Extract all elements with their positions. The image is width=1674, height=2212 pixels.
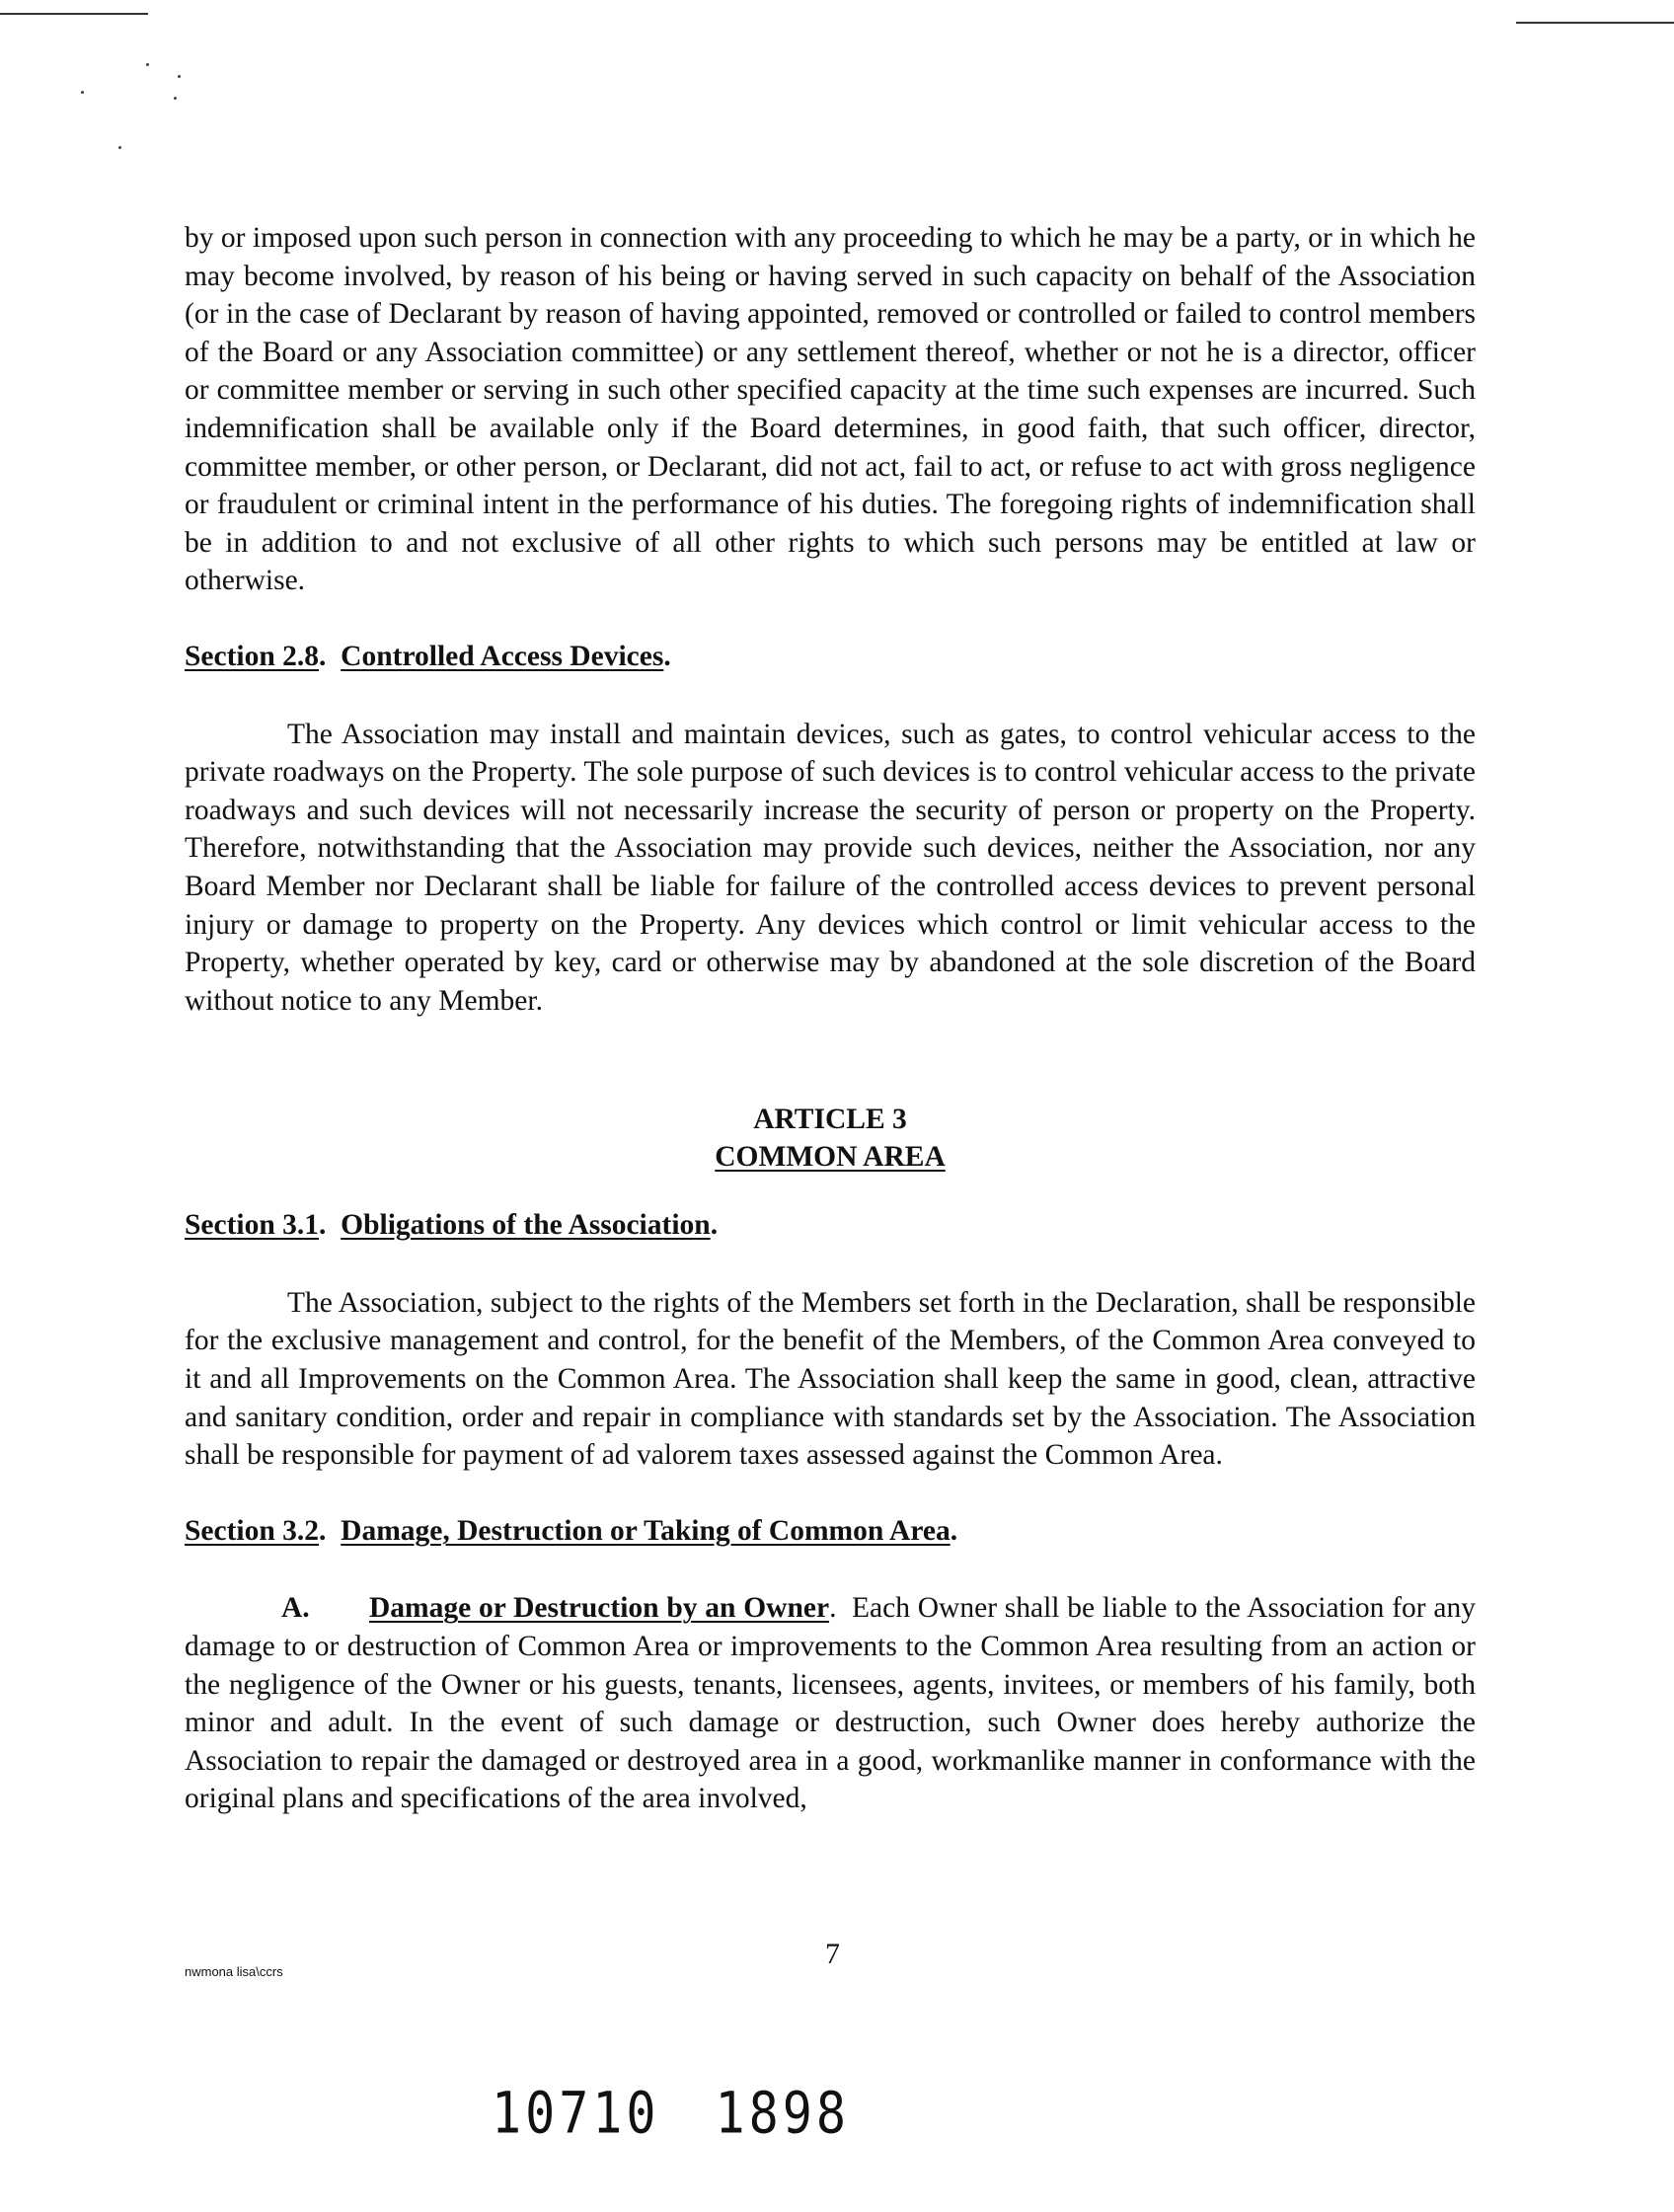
subsection-body: Each Owner shall be liable to the Association for any damage to or destruction of Common Area or improvements to the Common Area resulting from an action or the negligence of the Owner or his guests, tenants, licensees, agents, invitees, or members of his family, both minor and adult. In the event of such damage or destruction, such Owner does hereby authorize the Association to repair the damaged or destroyed area in a good, workmanlike manner in conformance with the original plans and specifications of the area involved, bbox=[185, 1592, 1476, 1815]
article-number: ARTICLE 3 bbox=[753, 1104, 907, 1136]
section-2-8-heading: Section 2.8. Controlled Access Devices. bbox=[185, 640, 671, 672]
scan-artifact-line bbox=[1516, 22, 1674, 24]
scan-speck bbox=[118, 146, 121, 149]
section-number: Section 3.2 bbox=[185, 1514, 320, 1547]
article-heading bbox=[185, 1101, 1476, 1176]
continuation-paragraph: by or imposed upon such person in connection with any proceeding to which he may be a party, or in which he may become involved, by reason of his being or having served in such capacity on behalf of the Association (or in the case of Declarant by reason of having appointed, removed or controlled or failed to control members of the Board or any Association committee) or any settlement thereof, whether or not he is a director, officer or committee member or serving in such other specified capacity at the time such expenses are incurred. Such indemnification shall be available only if the Board determines, in good faith, that such officer, director, committee member, or other person, or Declarant, did not act, fail to act, or refuse to act with gross negligence or fraudulent or criminal intent in the performance of his duties. The foregoing rights of indemnification shall be in addition to and not exclusive of all other rights to which such persons may be entitled at law or otherwise. bbox=[185, 222, 1476, 597]
scan-artifact-line bbox=[0, 13, 148, 15]
section-3-2-heading: Section 3.2. Damage, Destruction or Taking of Common Area. bbox=[185, 1514, 958, 1547]
recording-page: 1898 bbox=[715, 2080, 850, 2147]
scan-speck bbox=[146, 63, 149, 66]
footer-file-path: nwmona lisa\ccrs bbox=[185, 1964, 283, 1979]
section-3-2-a-paragraph: A. Damage or Destruction by an Owner. Each Owner shall be liable to the Association for any damage to or destruction of Common Area or improvements to the Common Area resulting from an action or the negligence of the Owner or his guests, tenants, licensees, agents, invitees, or members of his family, both minor and adult. In the event of such damage or destruction, such Owner does hereby authorize the Association to repair the damaged or destroyed area in a good, workmanlike manner in conformance with the original plans and specifications of the area involved, bbox=[185, 1589, 1476, 1818]
recording-volume: 10710 bbox=[492, 2080, 660, 2147]
section-title: Damage, Destruction or Taking of Common Area bbox=[341, 1514, 951, 1547]
subsection-title: Damage or Destruction by an Owner bbox=[369, 1592, 830, 1625]
article-title: COMMON AREA bbox=[715, 1141, 946, 1174]
section-3-1-heading: Section 3.1. Obligations of the Association. bbox=[185, 1209, 719, 1242]
section-number: Section 2.8 bbox=[185, 640, 320, 672]
scan-speck bbox=[81, 91, 84, 94]
section-3-1-body: The Association, subject to the rights of the Members set forth in the Declaration, shall be responsible for the exclusive management and control, for the benefit of the Members, of the Common Area conveyed to it and all Improvements on the Common Area. The Association shall keep the same in good, clean, attractive and sanitary condition, order and repair in compliance with standards set by the Association. The Association shall be responsible for payment of ad valorem taxes assessed against the Common Area. bbox=[185, 1286, 1476, 1472]
section-title: Controlled Access Devices bbox=[341, 640, 664, 672]
page-number: 7 bbox=[825, 1938, 840, 1970]
recording-stamp bbox=[492, 2081, 905, 2147]
document-page bbox=[185, 219, 1476, 1818]
scan-speck bbox=[178, 75, 181, 78]
subsection-label: A. bbox=[281, 1592, 310, 1625]
section-number: Section 3.1 bbox=[185, 1209, 320, 1242]
section-2-8-body: The Association may install and maintain devices, such as gates, to control vehicular access to the private roadways on the Property. The sole purpose of such devices is to control vehicular access to the private roadways and such devices will not necessarily increase the security of person or property on the Property. Therefore, notwithstanding that the Association may provide such devices, neither the Association, nor any Board Member nor Declarant shall be liable for failure of the controlled access devices to prevent personal injury or damage to property on the Property. Any devices which control or limit vehicular access to the Property, whether operated by key, card or otherwise may by abandoned at the sole discretion of the Board without notice to any Member. bbox=[185, 718, 1476, 1017]
scan-speck bbox=[174, 97, 177, 100]
section-title: Obligations of the Association bbox=[341, 1209, 711, 1242]
